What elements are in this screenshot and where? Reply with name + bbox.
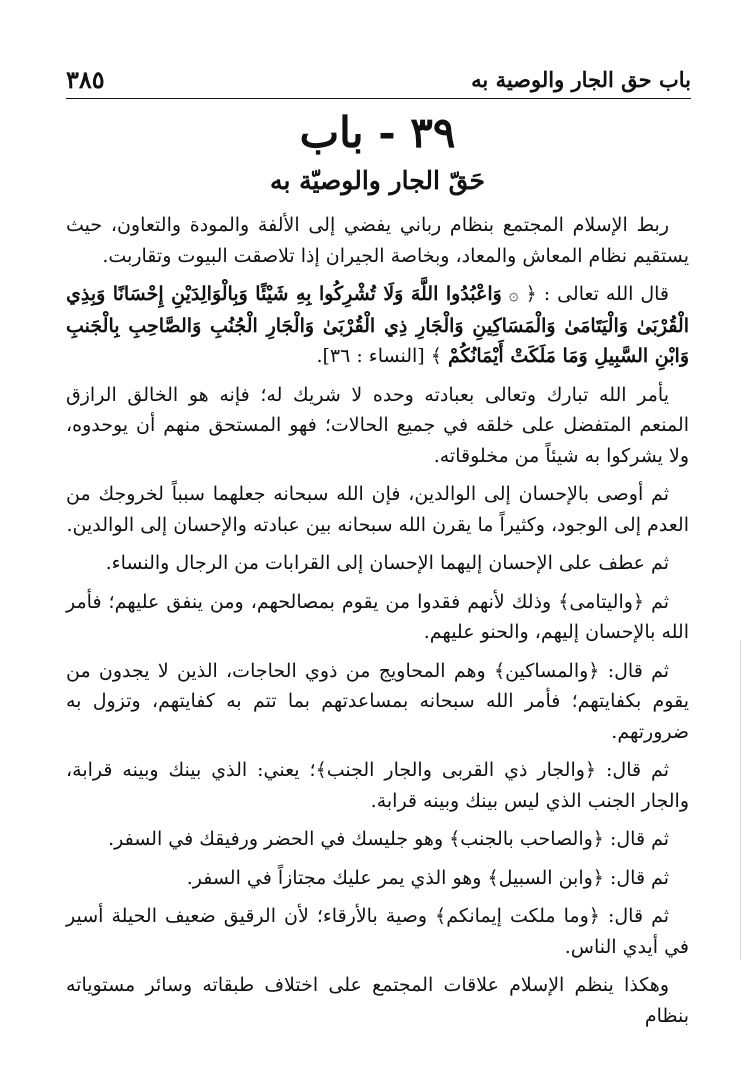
chapter-subtitle: حَقّ الجار والوصيّة به [270,166,485,195]
paragraph-closing: وهكذا ينظم الإسلام علاقات المجتمع على اختلاف طبقاته وسائر مستوياته بنظام [66,974,689,1027]
paragraph-slaves: ثم قال: ﴿وما ملكت إيمانكم﴾ وصية بالأرقاء؛ لأن الرقيق ضعيف الحيلة أسير في أيدي الناس. [66,905,689,958]
quran-verse-paragraph [66,279,689,372]
page-number: ٣٨٥ [66,65,105,94]
paragraph-parents: ثم أوصى بالإحسان إلى الوالدين، فإن الله سبحانه جعلهما سبباً لخروجك من العدم إلى الوجود، وكثيراً ما يقرن الله سبحانه بين عبادته والإحسان إلى الوالدين. [66,483,689,536]
ornate-bracket-open: ﴿ [525,283,537,305]
paragraph-orphans: ثم ﴿واليتامى﴾ وذلك لأنهم فقدوا من يقوم بمصالحهم، ومن ينفق عليهم؛ فأمر الله بالإحسان إليهم، والحنو عليهم. [66,590,689,643]
scan-edge-line [740,640,741,960]
chapter-title: ٣٩ - باب [299,108,456,157]
page-header [66,58,691,99]
paragraph-companion: ثم قال: ﴿والصاحب بالجنب﴾ وهو جليسك في الحضر ورفيقك في السفر. [108,828,669,850]
paragraph-worship: يأمر الله تبارك وتعالى بعبادته وحده لا شريك له؛ فإنه هو الخالق الرازق المنعم المتفضل على خلقه في جميع الحالات؛ فهو المستحق منهم أن يوحدوه، ولا يشركوا به شيئاً من مخلوقاته. [66,383,689,467]
quran-verse: وَاعْبُدُوا اللَّهَ وَلَا تُشْرِكُوا بِهِ شَيْئًا وَبِالْوَالِدَيْنِ إِحْسَانًا وَبِذِي الْقُرْبَىٰ وَالْيَتَامَىٰ وَالْمَسَاكِينِ وَالْجَارِ ذِي الْقُرْبَىٰ وَالْجَارِ الْجُنُبِ وَالصَّاحِبِ بِالْجَنبِ وَابْنِ السَّبِيلِ وَمَا مَلَكَتْ أَيْمَانُكُمْ [66,283,689,367]
running-title: باب حق الجار والوصية به [471,67,691,92]
paragraph-relatives: ثم عطف على الإحسان إليهما الإحسان إلى القرابات من الرجال والنساء. [105,552,669,574]
paragraph-needy: ثم قال: ﴿والمساكين﴾ وهم المحاويج من ذوي الحاجات، الذين لا يجدون من يقوم بكفايتهم؛ فأمر الله سبحانه بمساعدتهم بما تتم به كفايتهم، وتزول به ضرورتهم. [66,659,689,743]
body-text [66,210,689,1039]
ornate-bracket-close: ﴾ [430,345,442,367]
paragraph-wayfarer: ثم قال: ﴿وابن السبيل﴾ وهو الذي يمر عليك مجتازاً في السفر. [186,866,669,889]
verse-lead: قال الله تعالى : [543,283,670,305]
intro-paragraph: ربط الإسلام المجتمع بنظام رباني يفضي إلى الألفة والمودة والتعاون، حيث يستقيم نظام المعاش والمعاد، وبخاصة الجيران إذا تلاصقت البيوت وتقاربت. [66,214,689,267]
verse-reference: [النساء : ٣٦]. [316,345,425,367]
verse-marker-icon: ۞ [508,285,519,305]
paragraph-neighbors: ثم قال: ﴿والجار ذي القربى والجار الجنب﴾؛ يعني: الذي بينك وبينه قرابة، والجار الجنب الذي ليس بينك وبينه قرابة. [66,759,689,812]
